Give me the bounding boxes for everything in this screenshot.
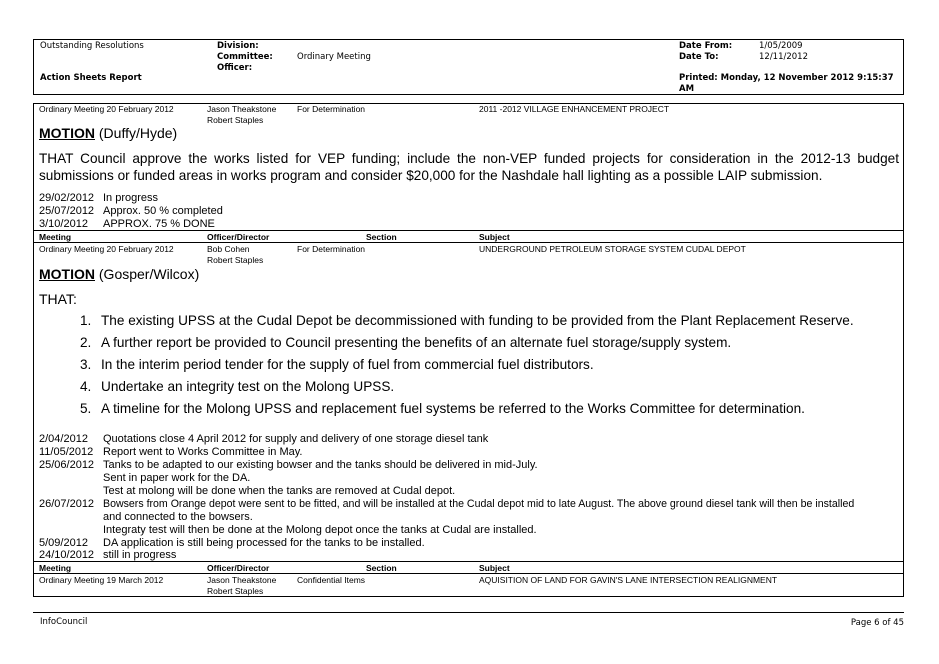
date-from-value: 1/05/2009 [759,41,803,51]
motion-item [80,357,91,373]
committee-label: Committee: [217,52,273,62]
officer-label: Officer: [217,63,253,73]
col-header-subject: Subject [479,232,510,242]
motion-movers: (Duffy/Hyde) [98,125,178,141]
update-text: DA application is still being processed for the tanks to be installed. [103,537,425,549]
division-label: Division: [217,41,259,51]
update-date: 25/06/2012 [39,459,95,471]
motion-item-text: In the interim period tender for the supply of fuel from commercial fuel distributors. [101,357,594,372]
update-text: still in progress [103,549,177,561]
motion-heading [39,125,177,141]
entry-officer: Jason Theakstone [207,104,277,114]
update-date: 26/07/2012 [39,498,95,510]
printed-value: Monday, 12 November 2012 9:15:37 [720,73,894,83]
entry-section: Confidential Items [297,575,366,585]
motion-item-number: 1. [80,313,92,328]
update-date: 25/07/2012 [39,205,95,217]
update-text: Tanks to be adapted to our existing bowser and the tanks should be delivered in mid-July. [103,459,538,471]
col-header-meeting: Meeting [39,232,72,242]
entry-officer: Robert Staples [207,115,264,125]
motion-item-number: 4. [80,379,92,394]
update-date: 5/09/2012 [39,537,88,549]
report-name: Outstanding Resolutions [40,41,144,51]
motion-item-number: 2. [80,335,92,350]
motion-item [80,379,91,395]
update-text: In progress [103,192,159,204]
row-divider [33,573,904,574]
update-text: Test at molong will be done when the tanks are removed at Cudal depot. [103,485,456,497]
motion-label: MOTION [39,125,95,141]
update-text: Approx. 50 % completed [103,205,223,217]
motion-label: MOTION [39,266,95,282]
update-date: 2/04/2012 [39,433,88,445]
entry-subject: 2011 -2012 VILLAGE ENHANCEMENT PROJECT [479,104,670,114]
update-date: 29/02/2012 [39,192,95,204]
footer-app-name: InfoCouncil [40,617,88,627]
motion-item [80,313,91,329]
entry-meeting: Ordinary Meeting 20 February 2012 [39,244,174,254]
motion-item-text: A further report be provided to Council presenting the benefits of an alternate fuel storage/supply system. [101,335,732,350]
footer-divider [33,612,904,613]
col-header-subject: Subject [479,563,510,573]
motion-item [80,401,91,417]
motion-body: THAT Council approve the works listed for VEP funding; include the non-VEP funded projects for consideration in the 2012-13 budget [39,151,899,166]
entry-subject: AQUISITION OF LAND FOR GAVIN'S LANE INTERSECTION REALIGNMENT [479,575,778,585]
motion-movers: (Gosper/Wilcox) [98,266,200,282]
motion-that: THAT: [39,291,77,307]
update-text: Report went to Works Committee in May. [103,446,303,458]
entry-section: For Determination [297,104,366,114]
update-text: Bowsers from Orange depot were sent to be fitted, and will be installed at the Cudal depot mid to late August. The above ground diesel tank will then be installed [103,498,855,510]
update-text: Quotations close 4 April 2012 for supply and delivery of one storage diesel tank [103,433,489,445]
date-from-label: Date From: [679,41,733,51]
col-header-officer: Officer/Director [207,563,270,573]
entry-officer: Robert Staples [207,255,264,265]
date-to-value: 12/11/2012 [759,52,808,62]
col-header-section: Section [366,232,397,242]
committee-value: Ordinary Meeting [297,52,371,62]
motion-body: submissions or funded areas in works program and consider $20,000 for the Nashdale hall lighting as a possible LAIP submission. [39,168,823,183]
update-date: 11/05/2012 [39,446,94,458]
entry-section: For Determination [297,244,366,254]
col-header-section: Section [366,563,397,573]
printed-value-cont: AM [679,84,695,94]
motion-item-number: 5. [80,401,92,416]
entry-officer: Robert Staples [207,586,264,596]
entry-meeting: Ordinary Meeting 20 February 2012 [39,104,174,114]
update-text: Sent in paper work for the DA. [103,472,251,484]
entry-meeting: Ordinary Meeting 19 March 2012 [39,575,164,585]
col-header-officer: Officer/Director [207,232,270,242]
update-date: 3/10/2012 [39,218,88,230]
entry-subject: UNDERGROUND PETROLEUM STORAGE SYSTEM CUDAL DEPOT [479,244,746,254]
motion-item-text: The existing UPSS at the Cudal Depot be decommissioned with funding to be provided from the Plant Replacement Reserve. [101,313,854,328]
row-divider [33,230,904,231]
update-text: APPROX. 75 % DONE [103,218,215,230]
printed-label: Printed: [679,73,718,83]
date-to-label: Date To: [679,52,719,62]
motion-item-text: A timeline for the Molong UPSS and replacement fuel systems be referred to the Works Committee for determination. [101,401,805,416]
update-text: Integraty test will then be done at the Molong depot once the tanks at Cudal are installed. [103,524,537,536]
update-date: 24/10/2012 [39,549,95,561]
motion-item-number: 3. [80,357,92,372]
entry-officer: Jason Theakstone [207,575,277,585]
update-text: and connected to the bowsers. [103,511,253,523]
report-type: Action Sheets Report [40,73,142,83]
entry-officer: Bob Cohen [207,244,250,254]
motion-item-text: Undertake an integrity test on the Molong UPSS. [101,379,395,394]
motion-item [80,335,91,351]
col-header-meeting: Meeting [39,563,72,573]
row-divider [33,242,904,243]
row-divider [33,561,904,562]
page-number: Page 6 of 45 [850,618,904,628]
printed-line [679,73,894,84]
motion-heading [39,266,199,282]
